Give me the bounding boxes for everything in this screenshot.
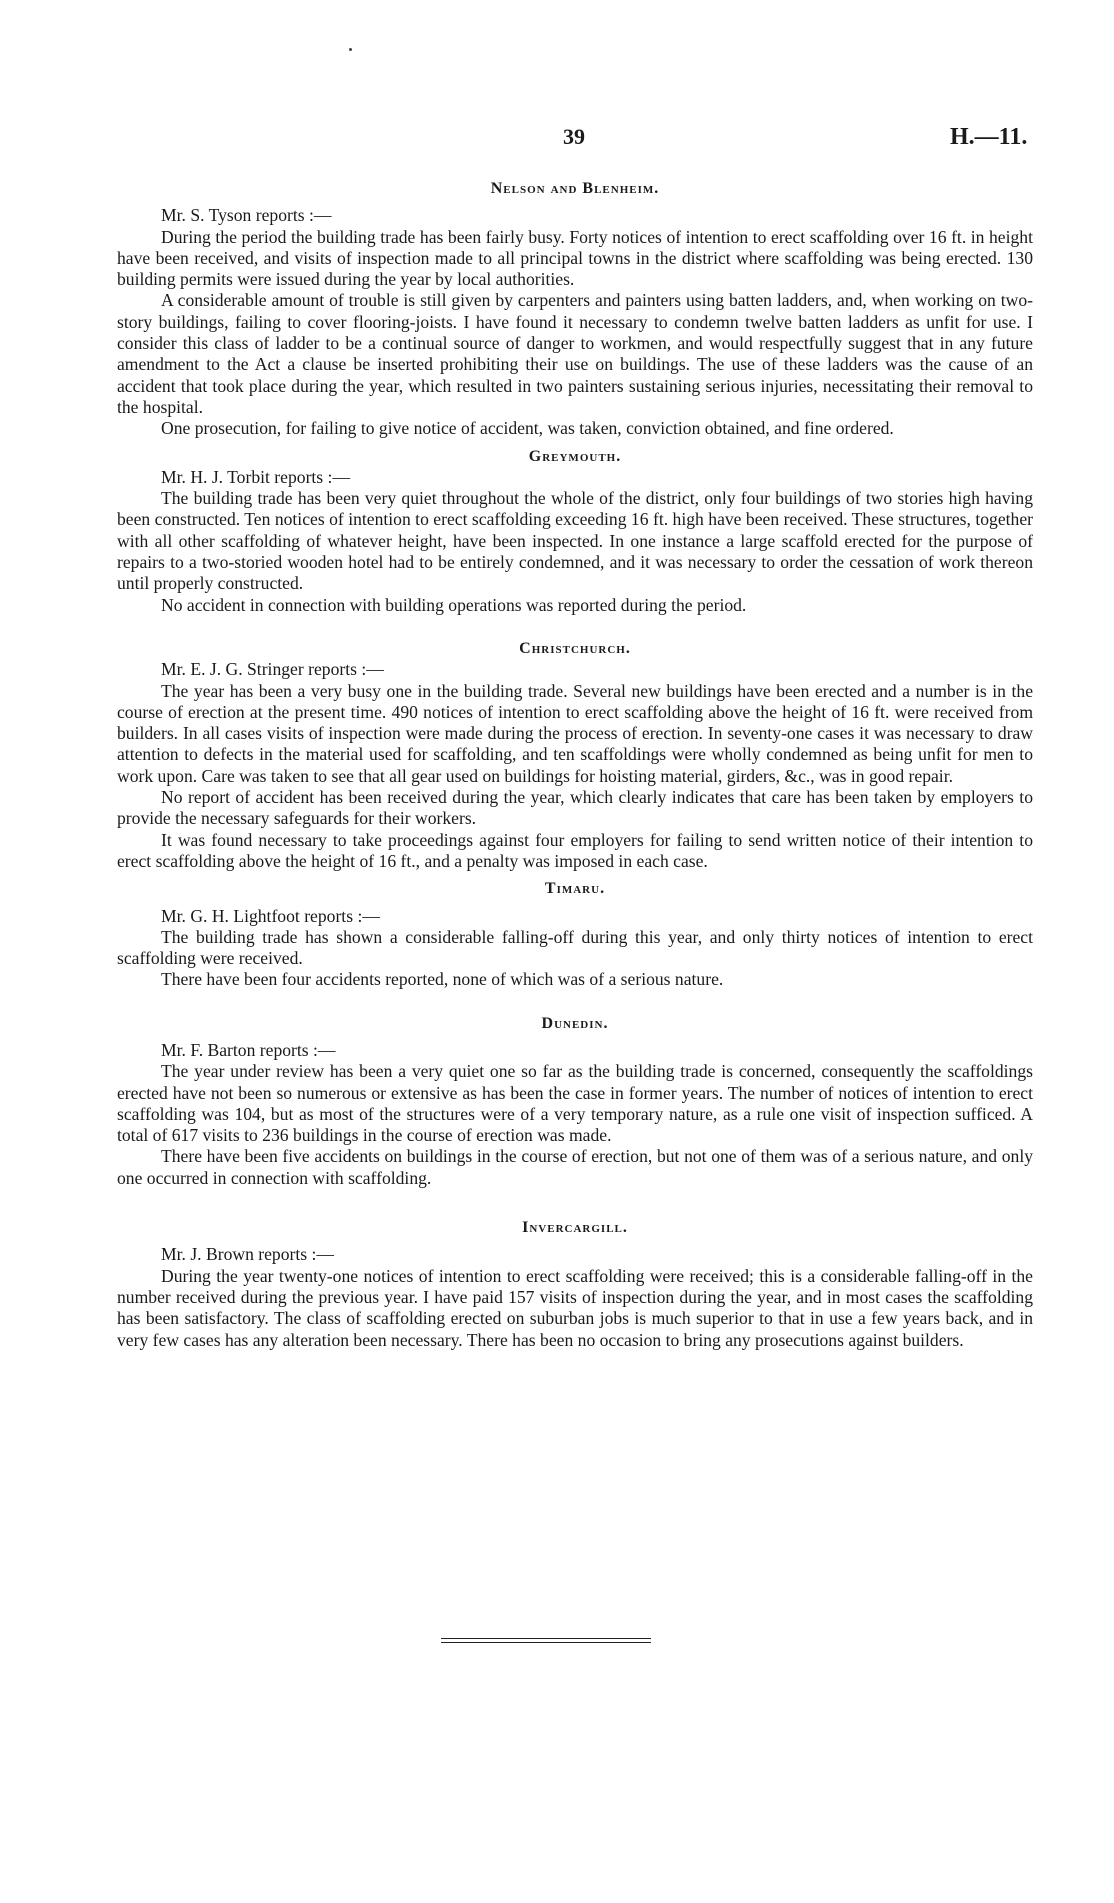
paragraph: It was found necessary to take proceedings against four employers for failing to send written notice of their intention to erect scaffolding above the height of 16 ft., and a penalty was imposed in each case. [117, 829, 1033, 871]
paragraph: The year has been a very busy one in the building trade. Several new buildings have been erected and a number is in the course of erection at the present time. 490 notices of intention to erect scaffolding above the height of 16 ft. were received from builders. In all cases visits of inspection were made during the process of erection. In seventy-one cases it was necessary to draw attention to defects in the material used for scaffolding, and ten scaffoldings were wholly condemned as being unfit for men to work upon. Care was taken to see that all gear used on buildings for hoisting material, girders, &c., was in good repair. [117, 680, 1033, 786]
reporter-line: Mr. J. Brown reports :— [161, 1244, 334, 1265]
section-heading: Christchurch. [519, 639, 631, 657]
reporter-line: Mr. H. J. Torbit reports :— [161, 466, 351, 487]
closing-double-rule [441, 1638, 651, 1646]
paragraph: No report of accident has been received during the year, which clearly indicates that care has been taken by employers to provide the necessary safeguards for their workers. [117, 787, 1033, 829]
paragraph: No accident in connection with building operations was reported during the period. [161, 594, 747, 615]
reporter-line: Mr. F. Barton reports :— [161, 1039, 336, 1060]
paragraph: A considerable amount of trouble is still given by carpenters and painters using batten ladders, and, when working on two-story buildings, failing to cover flooring-joists. I have found it necessary to condemn twelve batten ladders as unfit for use. I consider this class of ladder to be a continual source of danger to workmen, and would respectfully suggest that in any future amendment to the Act a clause be inserted prohibiting their use on buildings. The use of these ladders was the cause of an accident that took place during the year, which resulted in two painters sustaining serious injuries, necessitating their removal to the hospital. [117, 290, 1033, 417]
paragraph: There have been four accidents reported, none of which was of a serious nature. [161, 969, 724, 990]
section-timaru [117, 878, 1033, 990]
paragraph: The year under review has been a very quiet one so far as the building trade is concerned, consequently the scaffoldings erected have not been so numerous or extensive as has been the case in former years. The number of notices of intention to erect scaffolding was 104, but as most of the structures were of a very temporary nature, as a rule one visit of inspection sufficed. A total of 617 visits to 236 buildings in the course of erection was made. [117, 1061, 1033, 1146]
section-heading: Greymouth. [528, 447, 622, 465]
section-greymouth [117, 446, 1033, 616]
paragraph: One prosecution, for failing to give notice of accident, was taken, conviction obtained, and fine ordered. [161, 418, 894, 439]
section-heading: Dunedin. [541, 1014, 609, 1032]
reporter-line: Mr. S. Tyson reports :— [161, 205, 332, 226]
report-code: H.—11. [950, 124, 1028, 150]
page-number: 39 [563, 124, 585, 149]
paragraph: During the period the building trade has been fairly busy. Forty notices of intention to erect scaffolding over 16 ft. in height have been received, and visits of inspection made to all principal towns in the district where scaffolding was being erected. 130 building permits were issued during the year by local authorities. [117, 226, 1033, 290]
section-heading: Nelson and Blenheim. [490, 180, 660, 197]
section-nelson-blenheim [117, 178, 1033, 440]
paragraph: The building trade has been very quiet throughout the whole of the district, only four buildings of two stories high having been constructed. Ten notices of intention to erect scaffolding exceeding 16 ft. high have been received. These structures, together with all other scaffolding of whatever height, have been inspected. In one instance a large scaffold erected for the purpose of repairs to a two-storied wooden hotel had to be entirely condemned, and it was necessary to order the cessation of work thereon until properly constructed. [117, 488, 1033, 594]
section-heading: Invercargill. [522, 1219, 628, 1237]
section-dunedin [117, 1013, 1033, 1189]
section-invercargill [117, 1217, 1033, 1351]
paragraph: The building trade has shown a considerable falling-off during this year, and only thirty notices of intention to erect scaffolding were received. [117, 926, 1033, 969]
divider [441, 1638, 651, 1639]
paragraph: There have been five accidents on buildings in the course of erection, but not one of them was of a serious nature, and only one occurred in connection with scaffolding. [117, 1146, 1033, 1188]
section-christchurch [117, 638, 1033, 872]
reporter-line: Mr. G. H. Lightfoot reports :— [161, 905, 380, 926]
report-body [117, 178, 1033, 1351]
divider [441, 1642, 651, 1643]
scan-speck [349, 48, 352, 51]
reporter-line: Mr. E. J. G. Stringer reports :— [161, 659, 384, 680]
page-header [0, 124, 1114, 154]
section-heading: Timaru. [544, 880, 606, 898]
paragraph: During the year twenty-one notices of intention to erect scaffolding were received; this is a considerable falling-off in the number received during the previous year. I have paid 157 visits of inspection during the year, and in most cases the scaffolding has been satisfactory. The class of scaffolding erected on suburban jobs is much superior to that in use a few years back, and in very few cases has any alteration been necessary. There has been no occasion to bring any prosecutions against builders. [117, 1265, 1033, 1350]
